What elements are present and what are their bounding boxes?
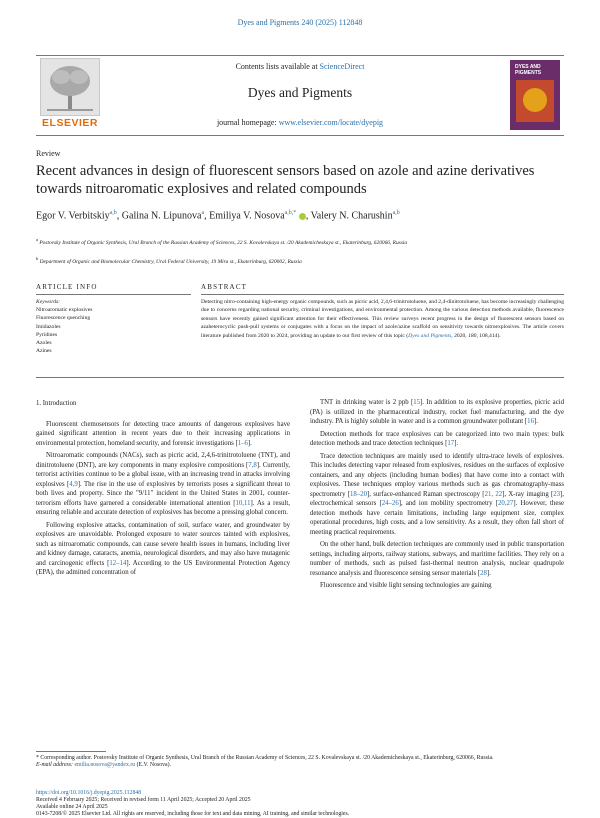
reference-link[interactable]: 21, 22 [484, 490, 503, 498]
contents-line [168, 62, 432, 71]
keywords-block [36, 298, 191, 355]
keyword: Azoles [36, 340, 52, 347]
journal-homepage-link[interactable]: www.elsevier.com/locate/dyepig [278, 118, 384, 127]
paragraph [310, 398, 564, 427]
author-name[interactable]: Galina N. Lipunova [121, 210, 202, 222]
citation-end: , 108,414). [476, 332, 501, 339]
paragraph-text: On the other hand, bulk detection techniques are commonly used in public transportation settings, including airports, railway stations, subways, and maritime facilities. They rely on a number of methods, such as pulsed fast-thermal neutron analysis, nuclear quadrupole resonance analysis and fluorescence sensing sensor materials [ [310, 541, 564, 577]
paragraph-text: Fluorescence and visible light sensing technologies are gaining [320, 582, 492, 589]
footnote-divider [36, 751, 106, 752]
available-date: Available online 24 April 2025 [36, 804, 108, 810]
citation-link[interactable]: Dyes and Pigments [408, 332, 452, 339]
affiliation-a [36, 236, 564, 247]
journal-reference-link[interactable]: Dyes and Pigments 240 (2025) 112848 [237, 18, 363, 27]
paragraph-text: ]. However, these detection methods have certain limitations, including large equipment size, complex operational procedures, high costs, and a low sensitivity. As a result, they often fall short of meeting practical requirements. [310, 500, 564, 536]
article-type-label: Review [36, 149, 61, 158]
paragraph [36, 521, 290, 578]
paragraph-text: ]. In addition to its explosive properties, picric acid (PA) is utilized in the pharmaceutical industry, rocket fuel manufacturing, and the dye industry. PA is highly soluble in water and is a common groundwater pollutant [ [310, 399, 564, 425]
paragraph-text: ]. The rise in the use of explosives by terrorists poses a significant threat to both lives and property. Since the "9/11" incident in the United States in 2001, counter-terrorism efforts have garnered a considerable international attention [ [36, 480, 290, 507]
orcid-icon[interactable] [299, 213, 306, 220]
article-title: Recent advances in design of fluorescent sensors based on azole and azine derivatives towards nitroaromatic explosives and related compounds [36, 163, 535, 197]
email-label: E-mail address: [36, 762, 75, 768]
paragraph-text: ]. [454, 440, 459, 447]
corresponding-author-text: * Corresponding author. Postovsky Institute of Organic Synthesis, Ural Branch of the Russian Academy of Sciences, 22 S. Kovalevskaya st. /20 Akademicheskaya st., Ekaterinburg, 620066, Russia. [36, 755, 494, 761]
author-name[interactable]: Emiliya V. Nosova [209, 210, 285, 222]
keyword: Pyridines [36, 331, 58, 338]
article-info-heading: ARTICLE INFO [36, 283, 98, 291]
paragraph-text: Following explosive attacks, contamination of soil, surface water, and groundwater by explosives are unavoidable. Prolonged exposure to water sources tainted with explosives, such as nitroaromatic compounds, can cause severe health issues in humans, including liver and kidney damage, cataracts, anemia, neurological disorders, and may also have mutagenic and carcinogenic effects [ [36, 521, 290, 567]
abstract-body: Detecting nitro-containing high-energy organic compounds, such as picric acid, 2,4,6-trinitrotoluene, and 2,4-dinitrotoluene, has become increasingly challenging due to concerns regarding national security, criminal investigations, and environmental protection. Among the various detection methods available, fluorescence sensors have recently gained significant attention for their effectiveness. This review surveys recent progress in the design of fluorescent sensors based on azaheterocyclic push-pull systems or conjugates with a focus on the impact of azole/azine scaffold on sensitivity towards nitroexplosives. The article covers literature published from 2020 to 2024, providing an update to our first review of this topic ( [201, 299, 564, 339]
divider [36, 377, 564, 378]
reference-link[interactable]: 20,27 [498, 500, 514, 507]
paragraph-text: ]. Currently, terrorist activities continue to be a global issue, with an increasing trend in attacks involving explosives [ [36, 461, 291, 488]
reference-link[interactable]: 23 [553, 490, 561, 498]
reference-link[interactable]: 18–20 [350, 490, 368, 498]
abstract-heading: ABSTRACT [201, 283, 248, 291]
paragraph-text: ]. [533, 418, 538, 425]
reference-link[interactable]: 15 [413, 399, 421, 406]
keywords-label: Keywords: [36, 299, 61, 305]
homepage-line [168, 118, 432, 127]
divider [36, 294, 191, 295]
reference-link[interactable]: 17 [447, 440, 455, 447]
paragraph-text: Fluorescent chemosensors for detecting trace amounts of dangerous explosives have gained significant attention in recent years due to their increasing applications in environmental protection, homeland security, and forensic investigations [ [36, 420, 290, 447]
keyword: Azines [36, 348, 52, 355]
homepage-prefix: journal homepage: [216, 118, 279, 127]
paragraph-text: ]. According to the US Environmental Protection Agency (EPA), the admitted concentration of [36, 559, 290, 576]
cover-title: DYES AND PIGMENTS [515, 64, 542, 76]
citation-volume: 180 [468, 332, 477, 339]
email-tail: (E.V. Nosova). [135, 762, 171, 768]
reference-link[interactable]: 10,11 [235, 499, 251, 507]
reference-link[interactable]: 7,8 [248, 461, 257, 469]
paragraph-text: ], X-ray imaging [ [502, 490, 554, 498]
abstract-text [201, 298, 564, 340]
affiliation-marker: b [36, 256, 39, 261]
author-affiliation-marker[interactable]: a [201, 210, 205, 216]
elsevier-tree-icon [40, 58, 100, 116]
paragraph-text: ], surface-enhanced Raman spectroscopy [ [367, 490, 485, 498]
paragraph-text: ]. [247, 439, 252, 447]
reference-link[interactable]: 28 [480, 569, 487, 577]
citation-tail: , 2020, [451, 332, 469, 339]
copyright: 0143-7208/© 2025 Elsevier Ltd. All rights are reserved, including those for text and data mining, AI training, and similar technologies. [36, 811, 350, 817]
paragraph-text: ]. As a result, ensuring reliable and accurate detection of explosives has become a pressing global concern. [36, 499, 290, 516]
paragraph-text: Nitroaromatic compounds (NACs), such as picric acid, 2,4,6-trinitrotoluene (TNT), and dinitrotoluene (DNT), are key components in many explosive compositions [ [36, 452, 290, 469]
reference-link[interactable]: 16 [527, 418, 534, 425]
keyword: Fluorescence quenching [36, 315, 91, 322]
journal-title: Dyes and Pigments [247, 85, 353, 100]
email-link[interactable]: emilia.nosova@yandex.ru [74, 762, 136, 768]
publisher-name: ELSEVIER [42, 117, 98, 129]
affiliation-text: Department of Organic and Biomolecular Chemistry, Ural Federal University, 19 Mira st., Ekaterinburg, 620002, Russia [39, 258, 302, 265]
paragraph-text: TNT in drinking water is 2 ppb [ [320, 399, 414, 406]
paragraph [36, 451, 290, 518]
author-name[interactable]: Valery N. Charushin [310, 210, 393, 222]
paragraph [310, 452, 564, 538]
sciencedirect-link[interactable]: ScienceDirect [319, 62, 365, 71]
doi-link[interactable]: https://doi.org/10.1016/j.dyepig.2025.112848 [36, 790, 142, 796]
paragraph-text: ]. [486, 569, 491, 577]
reference-link[interactable]: 12–14 [109, 559, 127, 567]
body-column-left [36, 399, 290, 581]
author-affiliation-marker[interactable]: a,b [109, 210, 117, 216]
paragraph [310, 540, 564, 578]
affiliation-text: Postovsky Institute of Organic Synthesis, Ural Branch of the Russian Academy of Sciences, 22 S. Kovalevskaya st. /20 Akademicheskaya st., Ekaterinburg, 620066, Russia [39, 239, 408, 246]
paragraph-text: ], and ion mobility spectrometry [ [398, 500, 499, 507]
reference-link[interactable]: 24–26 [381, 500, 399, 507]
affiliation-b [36, 255, 564, 266]
paragraph-text: Trace detection techniques are mainly used to identify ultra-trace levels of explosives. This includes detecting vapor released from explosives, residues on the surfaces of explosive containers, and any objects (including human bodies) that have come into a contact with explosives. These techniques employ various methods such as gas chromatography-mass spectrometry [ [310, 452, 564, 498]
affiliation-marker: a [36, 237, 38, 242]
corresponding-author-footnote [36, 755, 564, 769]
paragraph [310, 430, 564, 449]
author-name[interactable]: Egor V. Verbitskiy [36, 210, 110, 222]
reference-link[interactable]: 4,9 [69, 480, 78, 488]
author-affiliation-marker[interactable]: a,b [392, 210, 400, 216]
author-list: Egor V. Verbitskiy$^{a,b}$, Galina N. Lipunova$^a$, Emiliya V. Nosova$^{a,b,*}$ , Valery N. Charushin$^{a,b}$ [36, 210, 400, 222]
publication-details [36, 790, 564, 818]
elsevier-logo[interactable] [40, 58, 100, 130]
paragraph-text: Detection methods for trace explosives can be categorized into two main types: bulk detection methods and trace detection techniques [ [310, 430, 564, 447]
author-affiliation-marker[interactable]: a,b,* [284, 210, 297, 216]
paragraph [310, 581, 564, 591]
keyword: Nitroaromatic explosives [36, 307, 93, 314]
reference-link[interactable]: 1–6 [237, 439, 248, 447]
paragraph-text: ], electrochemical sensors [ [310, 490, 565, 507]
keyword: Imidazoles [36, 323, 61, 330]
body-column-right [310, 398, 564, 594]
paragraph [36, 420, 290, 449]
section-heading-introduction: 1. Introduction [36, 400, 77, 407]
contents-prefix: Contents lists available at [235, 62, 320, 71]
received-dates: Received 4 February 2025; Received in revised form 11 April 2025; Accepted 20 April 2025 [36, 797, 251, 803]
journal-cover-image[interactable] [510, 60, 560, 130]
divider [201, 294, 564, 295]
